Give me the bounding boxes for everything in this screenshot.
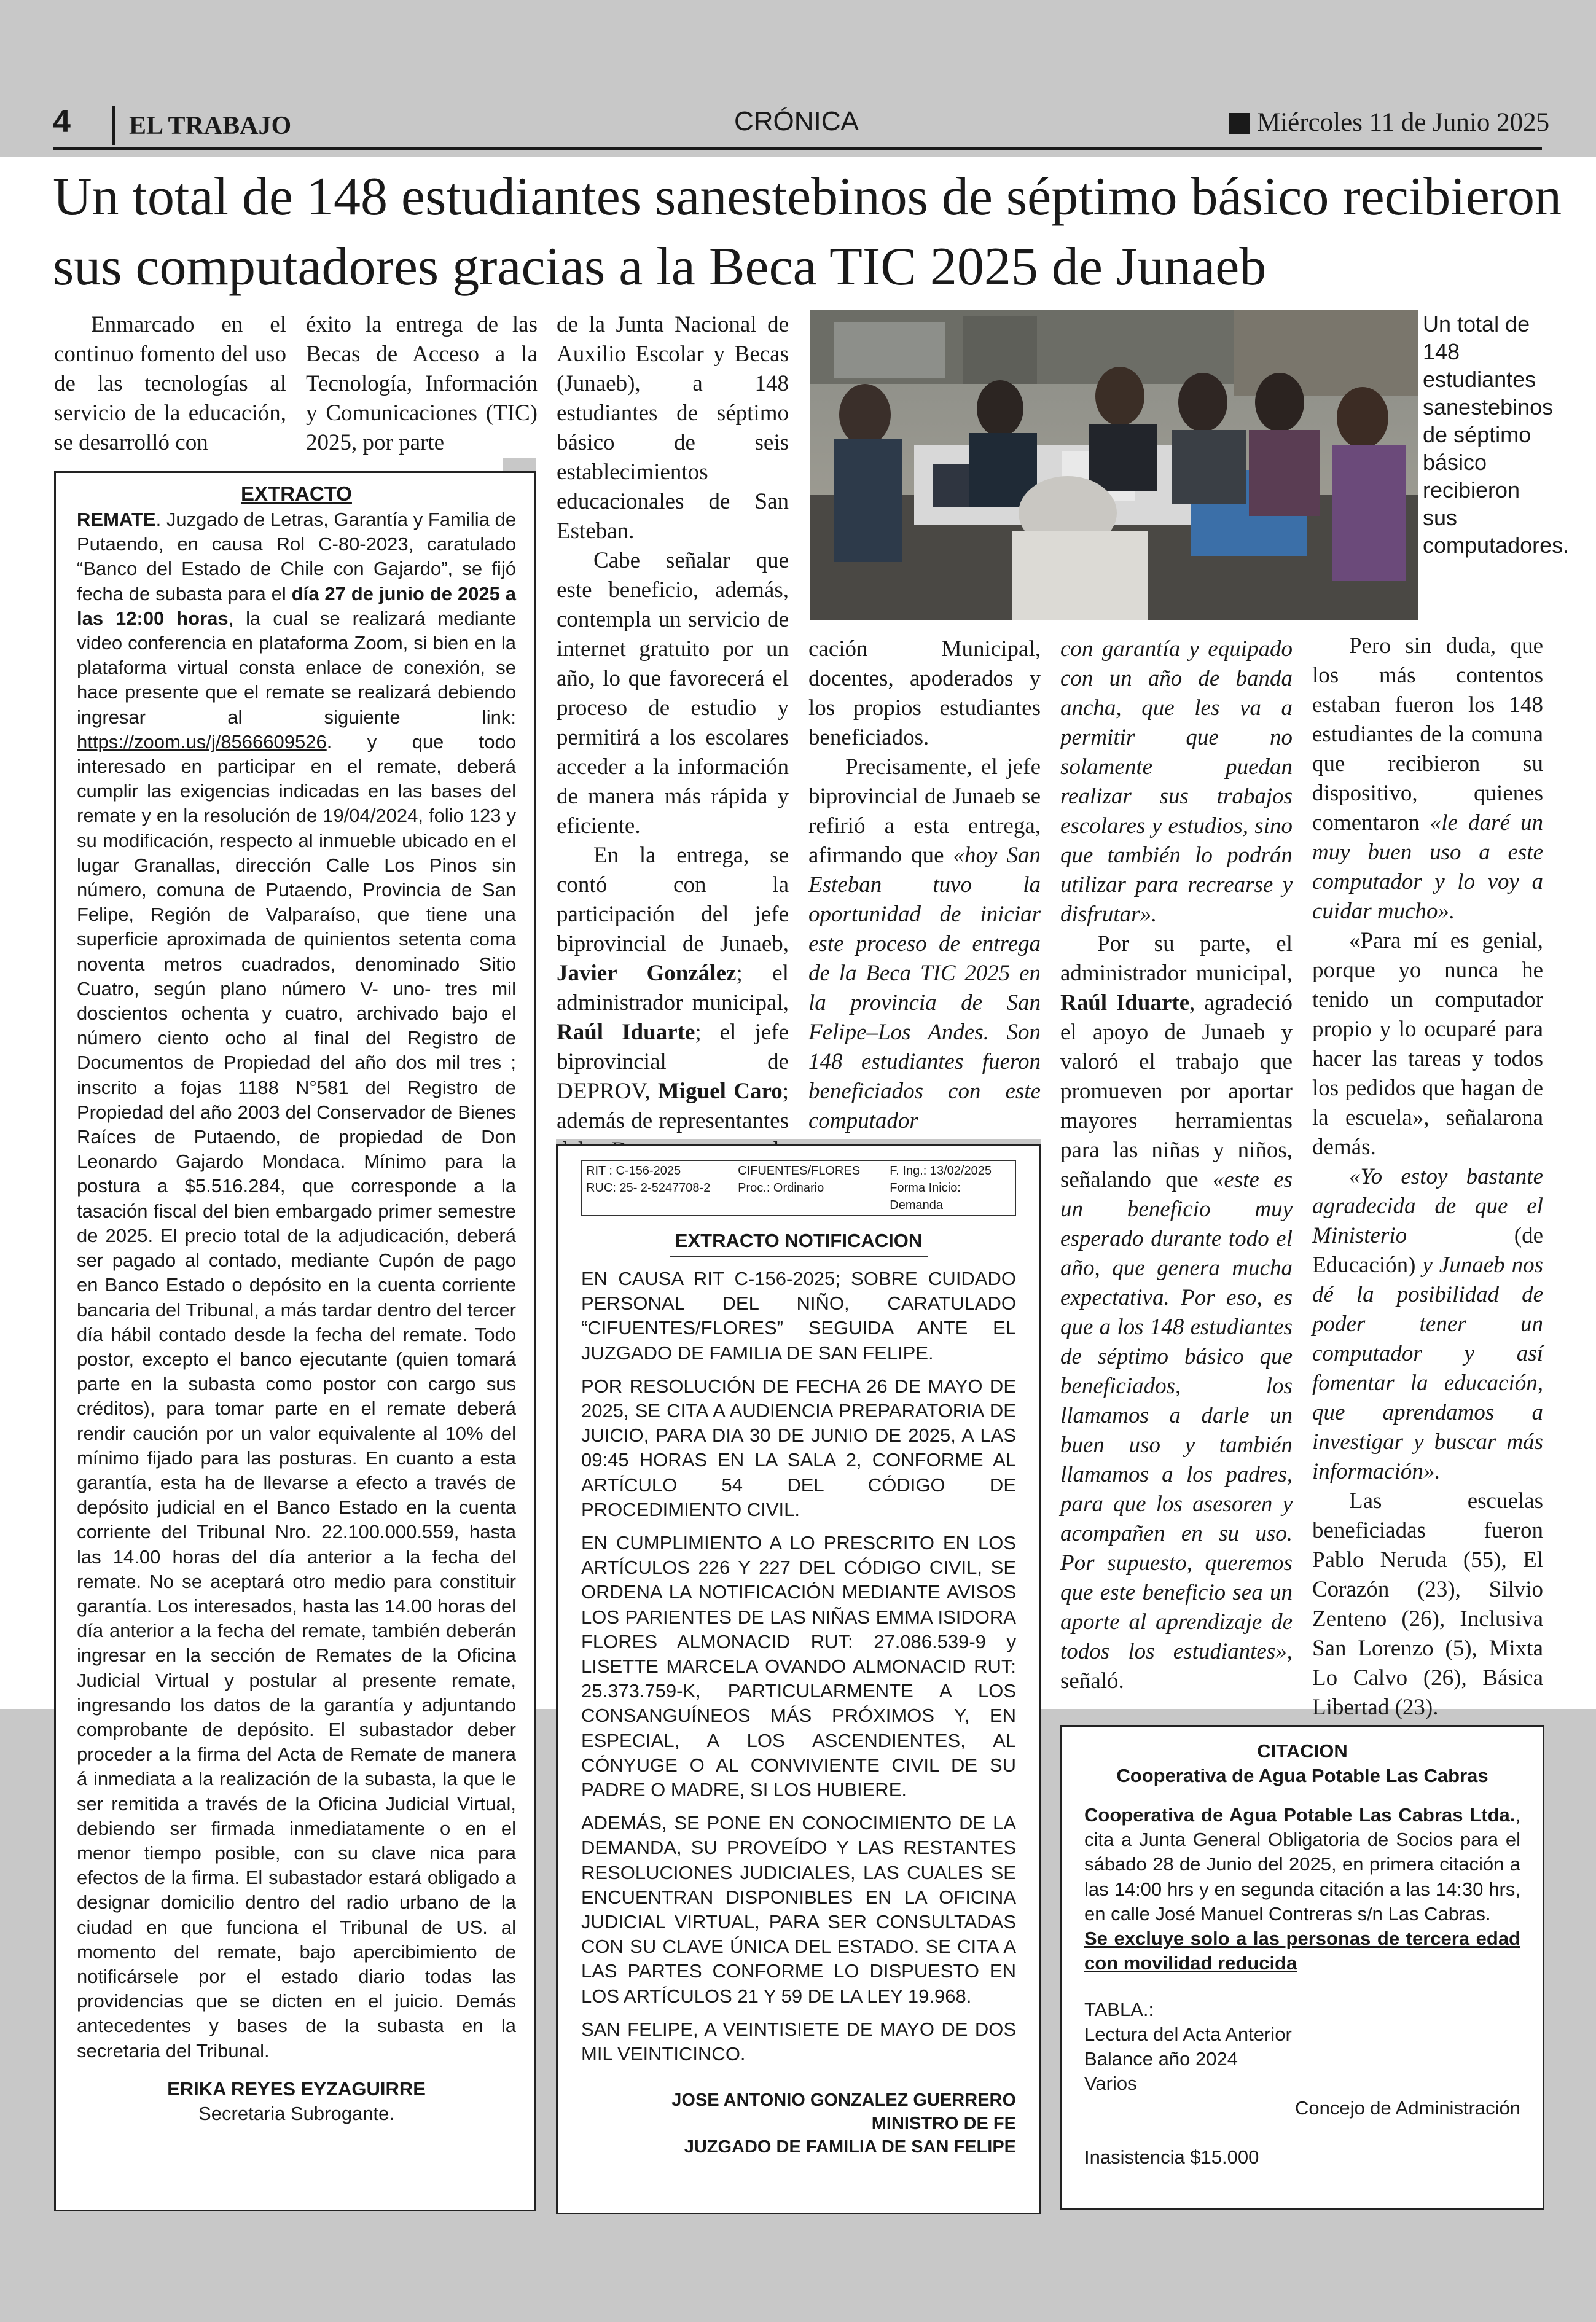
text: , agradeció el apoyo de Junaeb y valoró el trabajo que promueven por aportar mayores herramientas para las niñas y niños, señalando que [1060, 990, 1293, 1192]
notice-subtitle: Cooperativa de Agua Potable Las Cabras [1116, 1765, 1488, 1786]
text: . Juzgado de Letras, Garantía y Familia de Putaendo, en causa Rol C-80-2023, caratulado “Banco del Estado de Chile con Gajardo”, se fijó fecha de subasta para el [77, 509, 516, 604]
page-number: 4 [53, 104, 71, 139]
signer-name: JOSE ANTONIO GONZALEZ GUERRERO [671, 2090, 1016, 2111]
rit: RIT : C-156-2025 [586, 1164, 681, 1178]
photo-caption: Un total de 148 estudiantes sanestebinos de séptimo básico recibieron sus computadores. [1423, 311, 1570, 558]
quote: «Yo estoy bastante agradecida de que el Ministerio [1312, 1164, 1543, 1248]
notice-body [77, 507, 516, 2063]
notice-paragraph [1084, 1803, 1520, 1926]
header-divider [112, 106, 115, 145]
notice-signer: ERIKA REYES EYZAGUIRRE [167, 2078, 426, 2100]
text: Pero sin duda, que los más contentos estaban fueron los 148 estudiantes de la comuna que recibieron su dispositivo, quienes comentaron [1312, 633, 1543, 835]
notice-signer-role: Secretaria Subrogante. [198, 2102, 394, 2124]
meta-cell [738, 1162, 890, 1214]
article-headline [53, 162, 1562, 302]
text: ; además de representantes [557, 1079, 789, 1133]
signer-court: JUZGADO DE FAMILIA DE SAN FELIPE [684, 2137, 1016, 2157]
citacion-notice [1060, 1725, 1544, 2210]
headline-line: Un total de 148 estudiantes sanestebinos de séptimo básico recibieron [53, 167, 1562, 227]
text: , cita a Junta General Obligatoria de Socios para el sábado 28 de Junio del 2025, en primera citación a las 14:00 hrs y en segunda citación a las 14:30 hrs, en calle José Manuel Contreras s/n Las Cabras. [1084, 1804, 1520, 1925]
issue-date: Miércoles 11 de Junio 2025 [1257, 108, 1550, 137]
partes: CIFUENTES/FLORES [738, 1164, 861, 1178]
agenda-item: Balance año 2024 [1084, 2048, 1238, 2070]
paragraph: éxito la entrega de las Becas de Acceso a la Tecnología, Información y Comunicaciones (TIC) 2025, por parte [306, 312, 538, 455]
square-bullet-icon [1229, 113, 1250, 134]
notice-title: EXTRACTO [241, 482, 352, 505]
paragraph [1312, 631, 1543, 926]
zoom-link[interactable]: https://zoom.us/j/8566609526 [77, 730, 327, 752]
text: En la entrega, se contó con la participación del jefe biprovincial de Junaeb, [557, 843, 789, 956]
person-name: Raúl Iduarte [1060, 990, 1190, 1015]
paragraph: de la Junta Nacional de Auxilio Escolar y Becas (Junaeb), a 148 estudiantes de séptimo básico de seis establecimientos educacionales de San Esteban. [557, 312, 789, 544]
students-photo-image [810, 310, 1418, 620]
text: ; el administrador municipal, [557, 961, 789, 1015]
case-meta-table [581, 1160, 1016, 1216]
extracto-remate-notice [54, 471, 536, 2211]
notice-paragraph: EN CUMPLIMIENTO A LO PRESCRITO EN LOS ARTÍCULOS 226 Y 227 DEL CÓDIGO CIVIL, SE ORDENA LA NOTIFICACIÓN MEDIANTE AVISOS LOS PARIENTES DE LAS NIÑAS EMMA ISIDORA FLORES ALMONACID RUT: 27.086.539-9 y LISETTE MARCELA OVANDO ALMONACID RUT: 25.373.759-K, PARTICULARMENTE A LOS CONSANGUÍNEOS MÁS PRÓXIMOS Y, EN ESPECIAL, A LOS ASCENDIENTES, AL CÓNYUGE O AL CONVIVIENTE CIVIL DE SU PADRE O MADRE, SI LOS HUBIERE. [581, 1532, 1016, 1801]
person-name: Raúl Iduarte [557, 1020, 695, 1045]
article-photo [810, 310, 1418, 620]
article-column [557, 310, 789, 1195]
article-column [306, 310, 538, 458]
paragraph: Cabe señalar que este beneficio, además, contempla un servicio de internet gratuito por un año, lo que favorecerá el proceso de estudio y permitirá a los escolares acceder a la información de manera más rápida y eficiente. [557, 548, 789, 838]
person-name: Javier González [557, 961, 737, 986]
paragraph [1060, 929, 1293, 1696]
agenda-item: Lectura del Acta Anterior [1084, 2023, 1292, 2046]
newspaper-name: EL TRABAJO [129, 112, 292, 140]
quote: con garantía y equipado con un año de banda ancha, que les va a permitir que no solamente puedan realizar sus trabajos escolares y estudios, sino que también lo podrán utilizar para recrearse y disfrutar». [1060, 636, 1293, 927]
paragraph [557, 841, 789, 1195]
absence-fee: Inasistencia $15.000 [1084, 2146, 1259, 2168]
text: ; el jefe biprovincial de DEPROV, [557, 1020, 789, 1104]
organization: Cooperativa de Agua Potable Las Cabras Ltda. [1084, 1804, 1516, 1826]
article-column [1060, 635, 1293, 1696]
quote: «hoy San Esteban tuvo la oportunidad de iniciar este proceso de entrega de la Beca TIC 2025 en la provincia de San Felipe–Los Andes. Son 148 estudiantes fueron beneficiados con este computador [808, 843, 1041, 1133]
paragraph: Enmarcado en el continuo fomento del uso de las tecnologías al servicio de la educación, se desarrolló con [54, 312, 286, 455]
paragraph: cación Municipal, docentes, apoderados y los propios estudiantes beneficiados. [808, 636, 1041, 750]
ruc: RUC: 25- 2-5247708-2 [586, 1181, 711, 1195]
notice-paragraph: SAN FELIPE, A VEINTISIETE DE MAYO DE DOS MIL VEINTICINCO. [581, 2018, 1016, 2065]
notice-signature [581, 2089, 1016, 2159]
quote: «este es un beneficio muy esperado durante todo el año, que genera mucha expectativa. Por eso, es que a los 148 estudiantes de séptimo básico que beneficiados, los llamamos a darle un buen uso y también llamamos a los padres, para que los asesoren y acompañen en su uso. Por supuesto, queremos que este beneficio sea un aporte al aprendizaje de todos los estudiantes» [1060, 1167, 1293, 1664]
paragraph: «Para mí es genial, porque yo nunca he tenido un computador propio y lo ocuparé para hacer las tareas y todos los pedidos que hagan de la escuela», señalarona demás. [1312, 928, 1543, 1160]
text: (de Educación) [1312, 1223, 1543, 1278]
notice-paragraph: ADEMÁS, SE PONE EN CONOCIMIENTO DE LA DEMANDA, SU PROVEÍDO Y LAS RESTANTES RESOLUCIONES JUDICIALES, LAS CUALES SE ENCUENTRAN DISPONIBLES EN LA OFICINA JUDICIAL VIRTUAL, PARA SER CONSULTADAS CON SU CLAVE ÚNICA DEL ESTADO. SE CITA A LAS PARTES CONFORME LO DISPUESTO EN LOS ARTÍCULOS 21 Y 59 DE LA LEY 19.968. [581, 1812, 1016, 2007]
text: Por su parte, el administrador municipal, [1060, 931, 1293, 986]
headline-line: sus computadores gracias a la Beca TIC 2025 de Junaeb [53, 237, 1267, 297]
forma-inicio: Forma Inicio: Demanda [890, 1181, 961, 1212]
notice-paragraph: POR RESOLUCIÓN DE FECHA 26 DE MAYO DE 2025, SE CITA A AUDIENCIA PREPARATORIA DE JUICIO, PARA DIA 30 DE JUNIO DE 2025, A LAS 09:45 HORAS EN LA SALA 2, CONFORME AL ARTÍCULO 54 DEL CÓDIGO DE PROCEDIMIENTO CIVIL. [581, 1375, 1016, 1520]
notice-signer: Concejo de Administración [1294, 2097, 1520, 2119]
article-column [1312, 631, 1543, 1722]
auction-date: día 27 de junio de 2025 a las 12:00 horas [77, 582, 516, 629]
notice-title: CITACION [1257, 1740, 1348, 1762]
notice-title: EXTRACTO NOTIFICACION [675, 1230, 923, 1251]
meta-cell [586, 1162, 738, 1214]
text: Precisamente, el jefe biprovincial de Junaeb se refirió a esta entrega, afirmando que [808, 754, 1041, 868]
extracto-notificacion-notice [556, 1144, 1041, 2214]
paragraph [1312, 1162, 1543, 1487]
quote: y Junaeb nos dé la posibilidad de poder tener un computador y así fomentar la educación, que aprendamos a investigar y buscar más información». [1312, 1253, 1543, 1484]
agenda-label: TABLA.: [1084, 1999, 1154, 2021]
article-column [54, 310, 286, 458]
title-underline [670, 1256, 928, 1257]
notice-note: Se excluye solo a las personas de tercera edad con movilidad reducida [1084, 1928, 1520, 1974]
text: . y que todo interesado en participar en el remate, deberá cumplir las exigencias indicadas en las bases del remate y en la resolución de 19/04/2024, folio 123 y su modificación, respecto al inmueble ubicado en el lugar Granallas, dirección Calle Los Pinos sin número, comuna de Putaendo, Provincia de San Felipe, Región de Valparaíso, que tiene una superficie aproximada de quinientos setenta coma noventa metros cuadrados, denominado Sitio Cuatro, según plano número V- uno- tres mil doscientos ochenta y cuatro, archivado bajo el número ciento ocho al final del Registro de Documentos de Propiedad del año dos mil tres ; inscrito a fojas 1188 N°581 del Registro de Propiedad del año 2003 del Conservador de Bienes Raíces de Putaendo, de propiedad de Don Leonardo Gajardo Mondaca. Mínimo para la postura a $5.516.284, que corresponde a la tasación fiscal del bien embargado primer semestre de 2025. El precio total de la adjudicación, deberá ser pagado al contado, mediante Cupón de pago en Banco Estado o depósito en la cuenta corriente bancaria del Tribunal, a más tardar dentro del tercer día hábil contado desde la fecha del remate. Todo postor, excepto el banco ejecutante (quien tomará parte en la subasta como postor con cargo sus créditos), para tomar parte en el remate deberá rendir caución por un valor equivalente al 10% del mínimo fijado para las posturas. En cuanto a esta garantía, esta ha de llevarse a efecto a través de depósito judicial en el Banco Estado en la cuenta corriente del Tribunal Nro. 22.100.000.559, hasta las 14.00 horas del día anterior a la fecha del remate. No se aceptará otro medio para constituir garantía. Los interesados, hasta las 14.00 horas del día anterior a la fecha del remate, también deberán ingresar en la sección de Remates de la Oficina Judicial Virtual y postular al presente remate, ingresando los datos de la garantía y adjuntando comprobante de depósito. El subastador deber proceder a la firma del Acta de Remate de manera á inmediata a la realización de la subasta, la que le ser remitida a través de la Oficina Judicial Virtual, debiendo ser firmada inmediatamente o en el menor tiempo posible, con su clave nica para efectos de la firma. El subastador estará obligado a designar domicilio dentro del radio urbano de la ciudad en que funciona el Tribunal de US. al momento del remate, bajo apercibimiento de notificársele por el estado diario todas las providencias que se dicten en el juicio. Demás antecedentes y bases de la subasta en la secretaria del Tribunal. [77, 730, 516, 2062]
paragraph: Las escuelas beneficiadas fueron Pablo Neruda (55), El Corazón (23), Silvio Zenteno (26), Inclusiva San Lorenzo (5), Mixta Lo Calvo (26), Básica Libertad (23). [1312, 1488, 1543, 1720]
paragraph [808, 752, 1041, 1136]
person-name: Miguel Caro [657, 1079, 783, 1104]
meta-cell [890, 1162, 1011, 1214]
header-rule [53, 147, 1542, 150]
procedimiento: Proc.: Ordinario [738, 1181, 824, 1195]
signer-role: MINISTRO DE FE [871, 2114, 1016, 2134]
notice-lead: REMATE [77, 509, 156, 530]
text: , la cual se realizará mediante video conferencia en plataforma Zoom, si bien en la plataforma virtual consta enlace de conexión, se hace presente que el remate se realizará debiendo ingresar al siguiente link: [77, 607, 516, 728]
article-column [808, 635, 1041, 1136]
fecha-ingreso: F. Ing.: 13/02/2025 [890, 1164, 992, 1178]
quote: «le daré un muy buen uso a este computador y lo voy a cuidar mucho». [1312, 810, 1543, 924]
text: , señaló. [1060, 1639, 1293, 1694]
agenda-item: Varios [1084, 2073, 1137, 2095]
section-title: CRÓNICA [734, 106, 859, 136]
notice-paragraph: EN CAUSA RIT C-156-2025; SOBRE CUIDADO PERSONAL DEL NIÑO, CARATULADO “CIFUENTES/FLORES” SEGUIDA ANTE EL JUZGADO DE FAMILIA DE SAN FELIPE. [581, 1268, 1016, 1364]
